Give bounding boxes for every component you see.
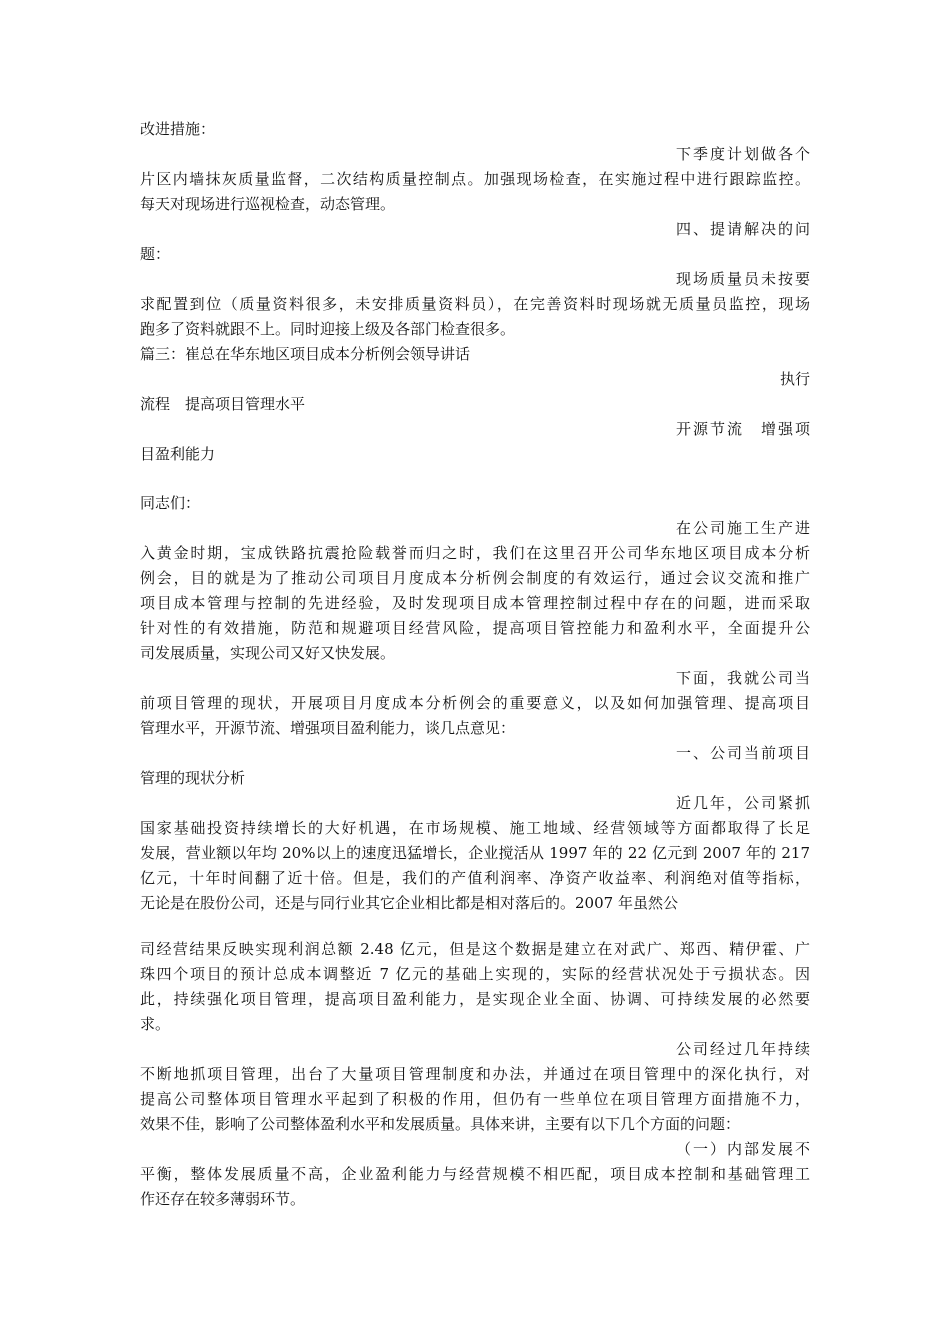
text-line: 亿元，十年时间翻了近十倍。但是，我们的产值利润率、净资产收益率、利润绝对值等指标， [140,869,810,887]
text-line: 不断地抓项目管理，出台了大量项目管理制度和办法，并通过在项目管理中的深化执行，对 [140,1065,810,1083]
text-line: 无论是在股份公司，还是与同行业其它企业相比都是相对落后的。2007 年虽然公 [140,894,678,912]
text-line: 公司经过几年持续 [676,1040,810,1058]
text-line: 题： [140,245,171,263]
text-line: 目盈利能力 [140,445,216,463]
text-line: 司经营结果反映实现利润总额 2.48 亿元，但是这个数据是建立在对武广、郑西、精伊霍、广 [140,940,810,958]
text-line: 入黄金时期，宝成铁路抗震抢险载誉而归之时，我们在这里召开公司华东地区项目成本分析 [140,544,810,562]
text-line: 例会，目的就是为了推动公司项目月度成本分析例会制度的有效运行，通过会议交流和推广 [140,569,810,587]
text-line: 司发展质量，实现公司又好又快发展。 [140,644,396,662]
text-line: 提高公司整体项目管理水平起到了积极的作用，但仍有一些单位在项目管理方面措施不力， [140,1090,810,1108]
text-line: 四、提请解决的问 [676,220,810,238]
text-line: 前项目管理的现状，开展项目月度成本分析例会的重要意义，以及如何加强管理、提高项目 [140,694,810,712]
text-line: 执行 [779,370,810,388]
text-line: 国家基础投资持续增长的大好机遇，在市场规模、施工地域、经营领域等方面都取得了长足 [140,819,810,837]
text-line: 下面，我就公司当 [676,669,810,687]
text-line: 珠四个项目的预计总成本调整近 7 亿元的基础上实现的，实际的经营状况处于亏损状态。因 [140,965,810,983]
text-line: 下季度计划做各个 [676,145,810,163]
text-line: 效果不佳，影响了公司整体盈利水平和发展质量。具体来讲，主要有以下几个方面的问题： [140,1115,741,1133]
text-line: 求配置到位（质量资料很多，未安排质量资料员），在完善资料时现场就无质量员监控，现场 [140,295,810,313]
section-heading: 篇三：崔总在华东地区项目成本分析例会领导讲话 [140,345,471,363]
text-line: 一、公司当前项目 [676,744,810,762]
text-line: 现场质量员未按要 [676,270,810,288]
text-line: 流程 提高项目管理水平 [140,395,306,413]
text-line: 管理的现状分析 [140,769,246,787]
text-line: 项目成本管理与控制的先进经验，及时发现项目成本管理控制过程中存在的问题，进而采取 [140,594,810,612]
text-line: （一）内部发展不 [676,1140,810,1158]
text-line: 片区内墙抹灰质量监督，二次结构质量控制点。加强现场检查，在实施过程中进行跟踪监控。 [140,170,810,188]
text-line: 跑多了资料就跟不上。同时迎接上级及各部门检查很多。 [140,320,516,338]
text-line: 开源节流 增强项 [676,420,810,438]
text-line: 同志们： [140,494,201,512]
text-line: 发展，营业额以年均 20%以上的速度迅猛增长，企业搅活从 1997 年的 22 亿元到 2007 年的 217 [140,844,810,862]
text-line: 此，持续强化项目管理，提高项目盈利能力，是实现企业全面、协调、可持续发展的必然要 [140,990,810,1008]
text-line: 近几年，公司紧抓 [676,794,810,812]
text-line: 作还存在较多薄弱环节。 [140,1190,306,1208]
text-line: 求。 [140,1015,171,1033]
text-line: 针对性的有效措施，防范和规避项目经营风险，提高项目管控能力和盈利水平，全面提升公 [140,619,810,637]
text-line: 管理水平，开源节流、增强项目盈利能力，谈几点意见： [140,719,516,737]
text-line: 在公司施工生产进 [676,519,810,537]
text-line: 平衡，整体发展质量不高，企业盈利能力与经营规模不相匹配，项目成本控制和基础管理工 [140,1165,810,1183]
text-line: 每天对现场进行巡视检查，动态管理。 [140,195,396,213]
text-line: 改进措施： [140,120,216,138]
